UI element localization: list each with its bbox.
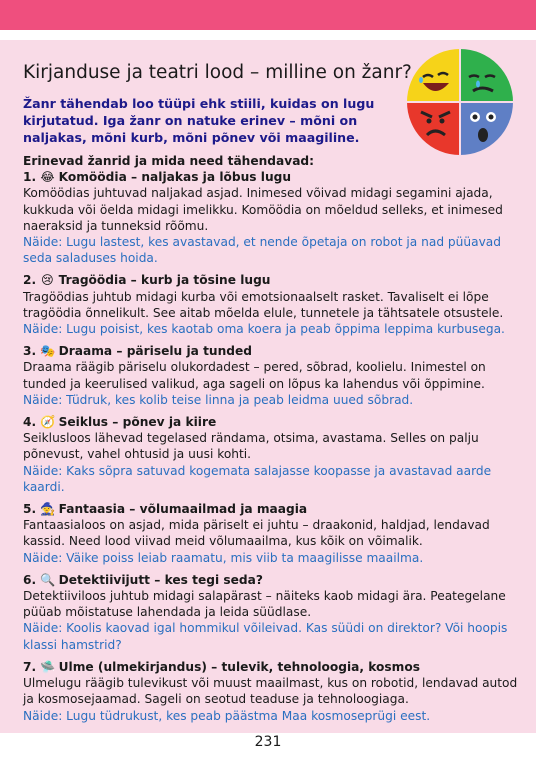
section-title-text: Detektiivijutt – kes tegi seda?	[58, 572, 263, 587]
page-number: 231	[254, 734, 282, 750]
genre-example: Näide: Koolis kaovad igal hommikul võileivad. Kas süüdi on direktor? Või hoopis klassi hamstrid?	[23, 621, 508, 652]
section-title-text: Fantaasia – võlumaailmad ja maagia	[58, 502, 308, 517]
genre-description: Seiklusloos lähevad tegelased rändama, otsima, avastama. Selles on palju põnevust, vahel ohtusid ja uusi kohti.	[23, 431, 479, 462]
genre-title	[23, 414, 518, 430]
genre-description: Draama räägib päriselu olukordadest – pered, sõbrad, koolielu. Inimestel on tunded ja keerulised valikud, aga sageli on lõpus ka lahendus või õppimine.	[23, 360, 486, 391]
genre-description: Fantaasialoos on asjad, mida päriselt ei juhtu – draakonid, haldjad, lendavad kassid. Need lood viivad meid võlumaailma, kus kõik on võimalik.	[23, 518, 490, 549]
wizard-icon: 🧙	[40, 502, 56, 517]
genre-section-scifi	[23, 659, 518, 724]
genre-example: Näide: Väike poiss leiab raamatu, mis viib ta maagilisse maailma.	[23, 550, 424, 565]
top-color-bar	[0, 0, 536, 30]
genre-example: Näide: Lugu lastest, kes avastavad, et nende õpetaja on robot ja nad püüavad seda saladuses hoida.	[23, 235, 502, 266]
section-title-text: Draama – päriselu ja tunded	[58, 344, 252, 359]
ufo-icon: 🛸	[40, 659, 56, 674]
genre-example: Näide: Lugu poisist, kes kaotab oma koera ja peab õppima leppima kurbusega.	[23, 322, 505, 337]
genre-example: Näide: Lugu tüdrukust, kes peab päästma Maa kosmoseprügi eest.	[23, 708, 431, 723]
genre-section-adventure	[23, 414, 518, 495]
genre-section-fantasy	[23, 501, 518, 566]
genre-description: Tragöödias juhtub midagi kurba või emotsionaalselt rasket. Tavaliselt ei lõpe tragöödia õnnelikult. See aitab mõelda elule, tunnetele ja tähtsatele otsustele.	[23, 289, 504, 320]
section-number: 1.	[23, 170, 37, 185]
laughing-emoji-icon: 😂	[40, 170, 55, 185]
genre-title	[23, 659, 518, 675]
genre-example: Näide: Tüdruk, kes kolib teise linna ja peab leidma uued sõbrad.	[23, 392, 414, 407]
genre-title	[23, 169, 518, 185]
genre-description: Komöödias juhtuvad naljakad asjad. Inimesed võivad midagi segamini ajada, kukkuda või öelda midagi imelikku. Komöödia on mõeldud selleks, et inimesed naeraksid ja tunneksid rõõmu.	[23, 186, 503, 233]
compass-icon: 🧭	[40, 415, 56, 430]
genre-description: Ulmelugu räägib tulevikust või muust maailmast, kus on robotid, lendavad autod ja kosmosejaamad. Sageli on seotud teaduse ja tehnoloogiaga.	[23, 676, 518, 707]
theater-masks-icon: 🎭	[40, 344, 56, 359]
genre-example: Näide: Kaks sõpra satuvad kogemata salajasse koopasse ja avastavad aarde kaardi.	[23, 463, 492, 494]
section-title-text: Ulme (ulmekirjandus) – tulevik, tehnoloogia, kosmos	[58, 659, 420, 674]
section-title-text: Seiklus – põnev ja kiire	[58, 415, 217, 430]
section-number: 5.	[23, 502, 37, 517]
genre-title	[23, 501, 518, 517]
genre-section-comedy	[23, 169, 518, 266]
genre-description: Detektiiviloos juhtub midagi salapärast – näiteks kaob midagi ära. Peategelane püüab mõistatuse lahendada ja leida süüdlase.	[23, 589, 506, 620]
genre-section-drama	[23, 343, 518, 408]
section-title-text: Tragöödia – kurb ja tõsine lugu	[58, 273, 271, 288]
section-number: 3.	[23, 344, 37, 359]
section-title-text: Komöödia – naljakas ja lõbus lugu	[58, 170, 292, 185]
genre-title	[23, 272, 518, 288]
page-title: Kirjanduse ja teatri lood – milline on žanr?	[23, 62, 412, 83]
crying-emoji-icon: 😢	[41, 273, 54, 288]
section-number: 6.	[23, 572, 37, 587]
genre-section-detective	[23, 572, 518, 653]
list-heading: Erinevad žanrid ja mida need tähendavad:	[23, 154, 315, 168]
genre-list	[23, 153, 518, 730]
section-number: 7.	[23, 659, 37, 674]
magnifier-icon: 🔍	[40, 572, 56, 587]
section-number: 4.	[23, 415, 37, 430]
four-emotions-circle-icon	[405, 47, 515, 157]
genre-section-tragedy	[23, 272, 518, 337]
intro-text: Žanr tähendab loo tüüpi ehk stiili, kuidas on lugu kirjutatud. Iga žanr on natuke erinev – mõni on naljakas, mõni kurb, mõni põnev või maagiline.	[23, 96, 375, 145]
genre-title	[23, 572, 518, 588]
section-number: 2.	[23, 273, 37, 288]
genre-title	[23, 343, 518, 359]
